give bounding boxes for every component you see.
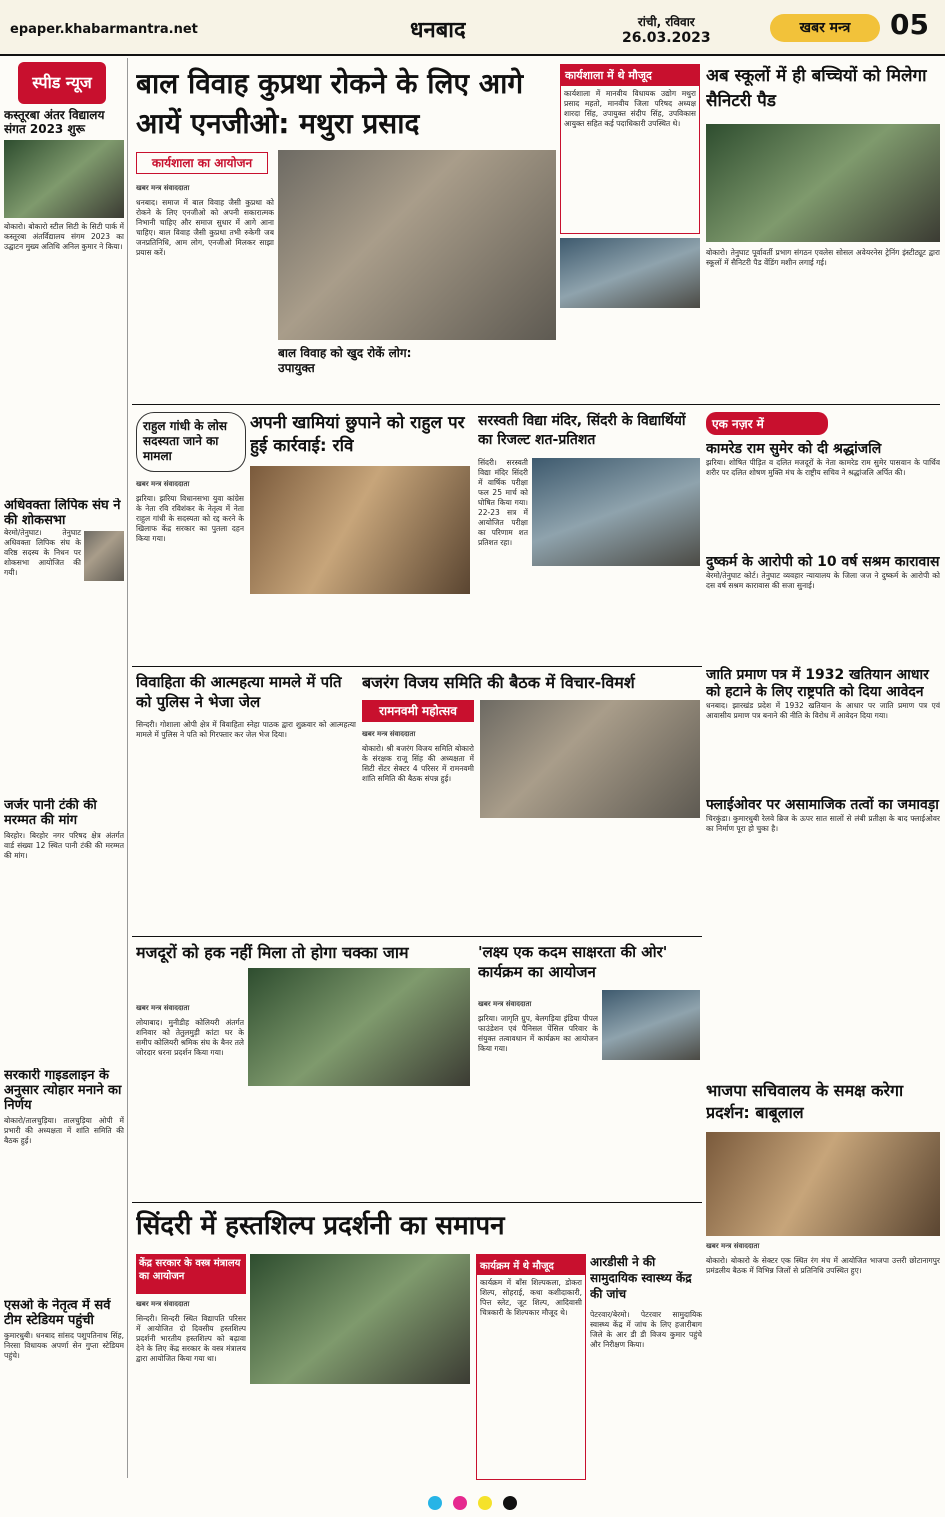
side-photo	[4, 140, 124, 218]
registration-marks	[0, 1488, 945, 1517]
majdoor-photo	[248, 968, 470, 1086]
nazar-item-title: कामरेड राम सुमेर को दी श्रद्धांजलि	[706, 441, 882, 457]
hastshilp-box-text: कार्यक्रम में बाँस शिल्पकला, डोकरा शिल्प, सोहराई, कथा कशीदाकारी, पित्त स्लेट, जूट शिल्प, आदिवासी चित्रकारी के शिल्पकार मौजूद थे।	[480, 1278, 582, 1317]
rahul-text: झरिया। झरिया विधानसभा युवा कांग्रेस के नेता रवि रविशंकर के नेतृत्व में नेता राहुल गांधी के सदस्यता को रद्द करने के खिलाफ केंद्र सरकार का पुतला दहन किया गया।	[136, 494, 244, 543]
rahul-byline: खबर मन्त्र संवाददाता	[136, 480, 190, 488]
side-item-text: बिरहोर। बिरहोर नगर परिषद क्षेत्र अंतर्गत वार्ड संख्या 12 स्थित पानी टंकी की मरम्मत की मांग।	[4, 831, 124, 860]
side-item	[4, 108, 124, 252]
lead-caption: बाल विवाह को खुद रोकें लोग: उपायुक्त	[278, 346, 412, 375]
nazar-item-title: फ्लाईओवर पर असामाजिक तत्वों का जमावड़ा	[706, 797, 939, 813]
rahul-text-cont	[250, 600, 470, 660]
lead-headline: बाल विवाह कुप्रथा रोकने के लिए आगे आयें एनजीओ: मथुरा प्रसाद	[136, 67, 524, 140]
rahul-bubble: राहुल गांधी के लोस सदस्यता जाने का मामला	[136, 412, 246, 472]
yellow-dot	[478, 1496, 492, 1510]
page-number: 05	[890, 8, 929, 41]
side-item-title: सरकारी गाइडलाइन के अनुसार त्योहार मनाने का निर्णय	[4, 1068, 122, 1113]
side-item	[4, 1298, 124, 1361]
speed-news-badge: स्पीड न्यूज	[18, 62, 106, 104]
side-item-text: बेरमो/तेनुघाट। तेनुघाट अधिवक्ता लिपिक संघ के वरिष्ठ सदस्य के निधन पर शोकसभा आयोजित की गयी।	[4, 528, 81, 577]
sanitary-text: बोकारो। तेनुघाट पूर्वावर्ती प्रभाग संगठन एवलेस सोसल अवेयरनेस ट्रेनिंग इंस्टीट्यूट द्वारा स्कूलों में सैनिटरी पैड वेंडिंग मशीन लगाई गई।	[706, 248, 940, 267]
hastshilp-box	[476, 1254, 586, 1480]
nazar-label: एक नज़र में	[706, 412, 828, 435]
lead-box-title: कार्यशाला में थे मौजूद	[561, 65, 699, 86]
hastshilp-text: सिन्दरी। सिन्दरी स्थित विद्यापति परिसर में आयोजित दो दिवसीय हस्तशिल्प प्रदर्शनी भारतीय हस्तशिल्प को बढ़ावा देने के लिए केंद्र सरकार के वस्त्र मंत्रालय द्वारा आयोजित किया गया था।	[136, 1314, 246, 1363]
majdoor-text: लोयाबाद। मुनीडीह कोलियरी अंतर्गत शनिवार को तेतुलमुड़ी कांटा घर के समीप कोलियरी श्रमिक संघ के बैनर तले जोरदार धरना प्रदर्शन किया गया।	[136, 1018, 244, 1057]
side-item-text: कुमारधुबी। धनबाद सांसद पशुपतिनाथ सिंह, निरसा विधायक अपर्णा सेन गुप्ता स्टेडियम पहुंचे।	[4, 1331, 124, 1360]
hastshilp-text-cont	[250, 1390, 470, 1480]
lead-text: धनबाद। समाज में बाल विवाह जैसी कुप्रथा को रोकने के लिए एनजीओ को अपनी सकारात्मक निभानी चाहिए और समाज सुधार में आगे आना चाहिए। बाल विवाह जैसी कुप्रथा तभी रुकेगी जब जनप्रतिनिधि, आम लोग, एनजीओ मिलकर साझा प्रयास करें।	[136, 198, 274, 257]
divider	[132, 666, 702, 667]
masthead-bar	[0, 0, 945, 56]
ardc-headline: आरडीसी ने की सामुदायिक स्वास्थ्य केंद्र की जांच	[590, 1255, 692, 1301]
side-item-title: एसओ के नेतृत्व में सर्व टीम स्टेडियम पहुंची	[4, 1298, 111, 1328]
magenta-dot	[453, 1496, 467, 1510]
sanitary-headline: अब स्कूलों में ही बच्चियों को मिलेगा सैनिटरी पैड	[706, 66, 927, 111]
majdoor-byline: खबर मन्त्र संवाददाता	[136, 1004, 190, 1012]
black-dot	[503, 1496, 517, 1510]
divider	[132, 936, 702, 937]
bajrang-photo	[480, 700, 700, 818]
sanitary-photo	[706, 124, 940, 242]
dateline	[622, 14, 711, 46]
saraswati-headline: सरस्वती विद्या मंदिर, सिंदरी के विद्यार्थियों का रिजल्ट शत-प्रतिशत	[478, 413, 686, 448]
side-item-text: बोकारो/तालचुड़िया। तालचुड़िया ओपी में प्रभारी की अध्यक्षता में शांति समिति की बैठक हुई।	[4, 1116, 124, 1145]
rahul-photo	[250, 466, 470, 594]
lead-tag: कार्यशाला का आयोजन	[136, 152, 268, 174]
divider	[132, 1202, 702, 1203]
hastshilp-byline: खबर मन्त्र संवाददाता	[136, 1300, 190, 1308]
rahul-headline: अपनी खामियां छुपाने को राहुल पर हुई कार्रवाई: रवि	[250, 413, 465, 456]
side-item	[4, 498, 124, 583]
bajrang-tag: रामनवमी महोत्सव	[362, 700, 474, 722]
nazar-item-text: धनबाद। झारखंड प्रदेश में 1932 खतियान के आधार पर जाति प्रमाण पत्र एवं आवासीय प्रमाण पत्र बनाने की नीति के विरोध में आवेदन दिया गया।	[706, 701, 940, 720]
lead-photo	[278, 150, 556, 340]
portrait-photo	[84, 531, 124, 581]
lead-byline: खबर मन्त्र संवाददाता	[136, 184, 190, 192]
side-item-title: अधिवक्ता लिपिक संघ ने की शोकसभा	[4, 498, 121, 528]
bjp-byline: खबर मन्त्र संवाददाता	[706, 1242, 760, 1250]
hastshilp-photo	[250, 1254, 470, 1384]
brand-logo: खबर मन्त्र	[770, 14, 880, 42]
ardc-text: पेटरवार/बेरमो। पेटरवार सामुदायिक स्वास्थ्य केंद्र में जांच के लिए हजारीबाग जिले के आर डी डी विजय कुमार पहुंचे और निरीक्षण किया।	[590, 1310, 702, 1349]
nazar-panel	[706, 412, 940, 1072]
speed-news-column	[0, 58, 128, 1478]
bjp-photo	[706, 1132, 940, 1236]
side-item-text: बोकारो। बोकारो स्टील सिटी के सिटी पार्क में कस्तूरबा अंतर्विद्यालय संगम 2023 का उद्घाटन मुख्य अतिथि अनिल कुमार ने किया।	[4, 222, 124, 251]
lead-box	[560, 64, 700, 234]
lead-box-text: कार्यशाला में मानवीय विधायक उद्योग मथुरा प्रसाद महतो, मानवीय जिला परिषद अध्यक्ष शारदा सिंह, उपायुक्त संदीप सिंह, उपविकास आयुक्त सहित कई पदाधिकारी उपस्थित थे।	[564, 89, 696, 128]
bjp-text: बोकारो। बोकारो के सेक्टर एक स्थित रंग मंच में आयोजित भाजपा उत्तरी छोटानागपुर प्रमंडलीय बैठक में विभिन्न जिलों से प्रतिनिधि उपस्थित हुए।	[706, 1256, 940, 1275]
bjp-headline: भाजपा सचिवालय के समक्ष करेगा प्रदर्शन: बाबूलाल	[706, 1081, 904, 1122]
vivahita-headline: विवाहिता की आत्महत्या मामले में पति को पुलिस ने भेजा जेल	[136, 673, 342, 711]
bajrang-headline: बजरंग विजय समिति की बैठक में विचार-विमर्श	[362, 673, 635, 692]
lead-text-cont	[440, 346, 700, 402]
bajrang-byline: खबर मन्त्र संवाददाता	[362, 730, 416, 738]
hastshilp-tag: केंद्र सरकार के वस्त्र मंत्रालय का आयोजन	[136, 1254, 246, 1294]
nazar-item-title: दुष्कर्म के आरोपी को 10 वर्ष सश्रम कारावास	[706, 554, 940, 570]
saksharta-photo	[602, 990, 700, 1060]
site-url[interactable]: epaper.khabarmantra.net	[10, 22, 198, 37]
event-photo	[560, 238, 700, 308]
place-day: रांची, रविवार	[637, 15, 695, 29]
divider	[132, 404, 940, 405]
side-item-title: जर्जर पानी टंकी की मरम्मत की मांग	[4, 798, 97, 828]
side-item	[4, 798, 124, 861]
saraswati-photo	[532, 458, 700, 566]
cyan-dot	[428, 1496, 442, 1510]
saksharta-byline: खबर मन्त्र संवाददाता	[478, 1000, 532, 1008]
saraswati-text: सिंदरी। सरस्वती विद्या मंदिर सिंदरी में वार्षिक परीक्षा फल 25 मार्च को घोषित किया गया। 22-23 सत्र में आयोजित परीक्षा का परिणाम शत प्रतिशत रहा।	[478, 458, 528, 547]
edition-city: धनबाद	[410, 18, 466, 43]
saksharta-text: झरिया। जागृति ग्रुप, बेलगड़िया इंडिया पीपल फाउंडेशन एवं पैनिसल पेंसिल परिवार के संयुक्त तत्वावधान में कार्यक्रम का आयोजन किया गया।	[478, 1014, 598, 1053]
hastshilp-box-title: कार्यक्रम में थे मौजूद	[477, 1255, 585, 1275]
vivahita-text: सिन्दरी। गोशाला ओपी क्षेत्र में विवाहिता स्नेहा पाठक द्वारा शुक्रवार को आत्महत्या मामले में पुलिस ने पति को गिरफ्तार कर जेल भेज दिया।	[136, 720, 356, 739]
majdoor-headline: मजदूरों को हक नहीं मिला तो होगा चक्का जाम	[136, 943, 409, 962]
nazar-item-text: बेरमो/तेनुघाट कोर्ट। तेनुघाट व्यवहार न्यायालय के जिला जज ने दुष्कर्म के आरोपी को दस वर्ष सश्रम कारावास की सजा सुनाई।	[706, 571, 940, 590]
side-item-title: कस्तूरबा अंतर विद्यालय संगत 2023 शुरू	[4, 108, 105, 136]
nazar-item-text: चिरकुंडा। कुमारधुबी रेलवे ब्रिज के ऊपर सात सालों से लंबी प्रतीक्षा के बाद फ्लाईओवर का निर्माण पूरा हो चुका है।	[706, 814, 940, 833]
side-item	[4, 1068, 124, 1146]
bajrang-text: बोकारो। श्री बजरंग विजय समिति बोकारो के संरक्षक राजू सिंह की अध्यक्षता में सिटी सेंटर सेक्टर 4 परिसर में रामनवमी शांति समिति की बैठक संपन्न हुई।	[362, 744, 474, 783]
hastshilp-headline: सिंदरी में हस्तशिल्प प्रदर्शनी का समापन	[136, 1211, 505, 1241]
issue-date: 26.03.2023	[622, 30, 711, 46]
nazar-item-text: झरिया। शोषित पीड़ित व दलित मजदूरों के नेता कामरेड राम सुमेर पासवान के पार्थिव शरीर पर दलित शोषण मुक्ति मंच के राष्ट्रीय सचिव ने श्रद्धांजलि अर्पित की।	[706, 458, 940, 477]
nazar-item-title: जाति प्रमाण पत्र में 1932 खतियान आधार को हटाने के लिए राष्ट्रपति को दिया आवेदन	[706, 667, 929, 700]
saksharta-headline: 'लक्ष्य एक कदम साक्षरता की ओर' कार्यक्रम का आयोजन	[478, 943, 668, 981]
